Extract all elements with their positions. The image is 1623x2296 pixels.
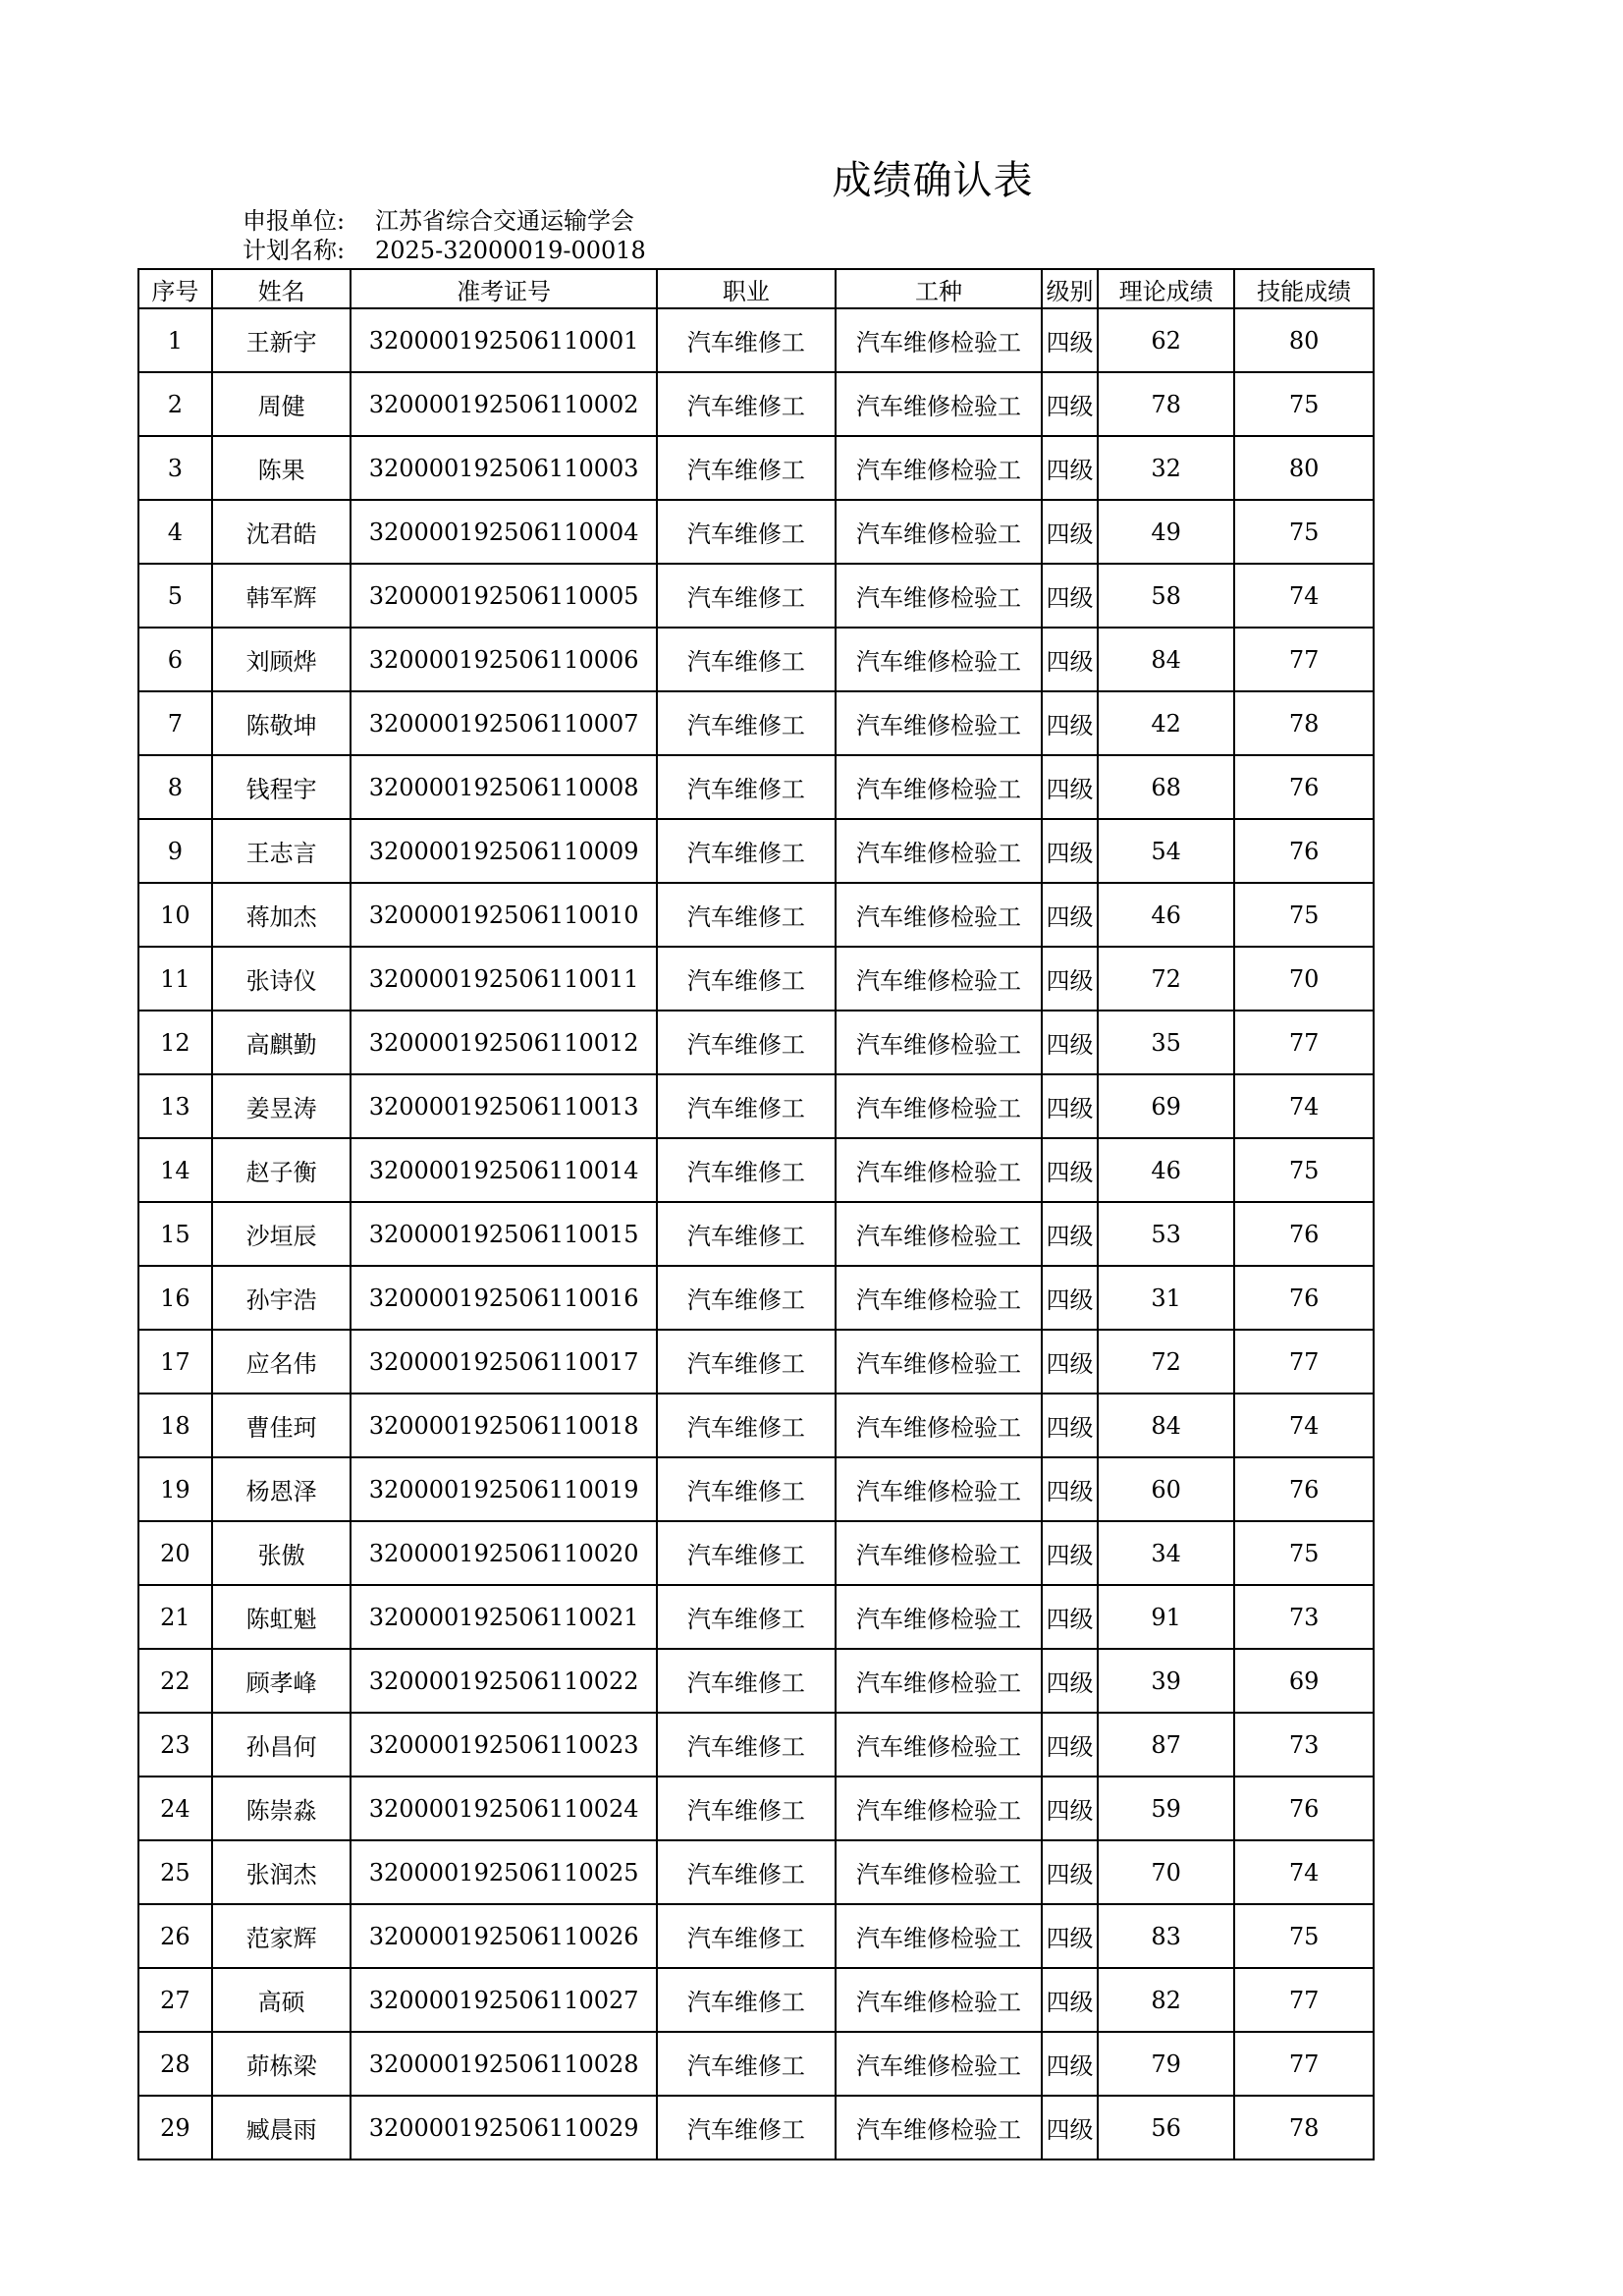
cell-theory-score: 31: [1098, 1266, 1235, 1330]
table-row: [138, 1713, 1374, 1777]
cell-ticket-number: 320000192506110015: [351, 1202, 656, 1266]
cell-level: 四级: [1042, 1266, 1098, 1330]
cell-name: 韩军辉: [212, 564, 352, 628]
cell-level: 四级: [1042, 1330, 1098, 1394]
cell-level: 四级: [1042, 1202, 1098, 1266]
cell-theory-score: 34: [1098, 1521, 1235, 1585]
cell-ticket-number: 320000192506110004: [351, 500, 656, 564]
cell-job-type: 汽车维修检验工: [836, 308, 1042, 372]
cell-job-type: 汽车维修检验工: [836, 1904, 1042, 1968]
cell-job-type: 汽车维修检验工: [836, 564, 1042, 628]
cell-theory-score: 79: [1098, 2032, 1235, 2096]
cell-theory-score: 83: [1098, 1904, 1235, 1968]
cell-level: 四级: [1042, 1138, 1098, 1202]
cell-occupation: 汽车维修工: [657, 1138, 836, 1202]
cell-theory-score: 70: [1098, 1840, 1235, 1904]
cell-level: 四级: [1042, 1904, 1098, 1968]
cell-index: 20: [138, 1521, 212, 1585]
table-row: [138, 1457, 1374, 1521]
cell-index: 27: [138, 1968, 212, 2032]
cell-job-type: 汽车维修检验工: [836, 2096, 1042, 2159]
table-row: [138, 1074, 1374, 1138]
cell-name: 顾孝峰: [212, 1649, 352, 1713]
table-row: [138, 1011, 1374, 1074]
table-row: [138, 564, 1374, 628]
cell-job-type: 汽车维修检验工: [836, 500, 1042, 564]
cell-skill-score: 76: [1234, 1266, 1374, 1330]
plan-name-line: [243, 236, 646, 265]
cell-name: 曹佳珂: [212, 1394, 352, 1457]
cell-job-type: 汽车维修检验工: [836, 1585, 1042, 1649]
cell-ticket-number: 320000192506110029: [351, 2096, 656, 2159]
cell-job-type: 汽车维修检验工: [836, 1011, 1042, 1074]
cell-job-type: 汽车维修检验工: [836, 1521, 1042, 1585]
cell-occupation: 汽车维修工: [657, 500, 836, 564]
cell-index: 5: [138, 564, 212, 628]
cell-skill-score: 80: [1234, 308, 1374, 372]
cell-occupation: 汽车维修工: [657, 1585, 836, 1649]
reporting-unit-line: [243, 206, 634, 236]
cell-skill-score: 77: [1234, 1330, 1374, 1394]
cell-name: 沈君皓: [212, 500, 352, 564]
cell-job-type: 汽车维修检验工: [836, 691, 1042, 755]
cell-theory-score: 46: [1098, 1138, 1235, 1202]
cell-occupation: 汽车维修工: [657, 1649, 836, 1713]
cell-theory-score: 72: [1098, 947, 1235, 1011]
cell-name: 蒋加杰: [212, 883, 352, 947]
cell-ticket-number: 320000192506110005: [351, 564, 656, 628]
cell-occupation: 汽车维修工: [657, 1266, 836, 1330]
cell-theory-score: 53: [1098, 1202, 1235, 1266]
cell-skill-score: 78: [1234, 691, 1374, 755]
cell-level: 四级: [1042, 755, 1098, 819]
table-row: [138, 2096, 1374, 2159]
header-theory-score: 理论成绩: [1098, 269, 1235, 308]
cell-skill-score: 73: [1234, 1713, 1374, 1777]
cell-theory-score: 56: [1098, 2096, 1235, 2159]
table-row: [138, 628, 1374, 691]
cell-index: 14: [138, 1138, 212, 1202]
cell-occupation: 汽车维修工: [657, 947, 836, 1011]
cell-theory-score: 49: [1098, 500, 1235, 564]
cell-ticket-number: 320000192506110024: [351, 1777, 656, 1840]
table-row: [138, 1777, 1374, 1840]
table-row: [138, 1649, 1374, 1713]
cell-occupation: 汽车维修工: [657, 883, 836, 947]
table-row: [138, 1840, 1374, 1904]
cell-index: 25: [138, 1840, 212, 1904]
cell-index: 2: [138, 372, 212, 436]
cell-skill-score: 76: [1234, 755, 1374, 819]
cell-name: 茆栋梁: [212, 2032, 352, 2096]
cell-theory-score: 54: [1098, 819, 1235, 883]
cell-index: 3: [138, 436, 212, 500]
cell-name: 王新宇: [212, 308, 352, 372]
cell-level: 四级: [1042, 1713, 1098, 1777]
cell-level: 四级: [1042, 1777, 1098, 1840]
cell-theory-score: 58: [1098, 564, 1235, 628]
cell-ticket-number: 320000192506110014: [351, 1138, 656, 1202]
cell-job-type: 汽车维修检验工: [836, 436, 1042, 500]
cell-skill-score: 76: [1234, 1777, 1374, 1840]
cell-job-type: 汽车维修检验工: [836, 1074, 1042, 1138]
cell-ticket-number: 320000192506110017: [351, 1330, 656, 1394]
cell-theory-score: 60: [1098, 1457, 1235, 1521]
plan-name-value: 2025-32000019-00018: [375, 237, 646, 264]
cell-theory-score: 46: [1098, 883, 1235, 947]
cell-index: 17: [138, 1330, 212, 1394]
cell-level: 四级: [1042, 819, 1098, 883]
cell-level: 四级: [1042, 1840, 1098, 1904]
table-row: [138, 308, 1374, 372]
table-row: [138, 1904, 1374, 1968]
cell-ticket-number: 320000192506110007: [351, 691, 656, 755]
table-row: [138, 1521, 1374, 1585]
cell-occupation: 汽车维修工: [657, 1968, 836, 2032]
cell-level: 四级: [1042, 1585, 1098, 1649]
cell-skill-score: 75: [1234, 372, 1374, 436]
cell-index: 1: [138, 308, 212, 372]
cell-index: 16: [138, 1266, 212, 1330]
cell-job-type: 汽车维修检验工: [836, 628, 1042, 691]
cell-level: 四级: [1042, 2032, 1098, 2096]
cell-ticket-number: 320000192506110006: [351, 628, 656, 691]
cell-theory-score: 32: [1098, 436, 1235, 500]
cell-ticket-number: 320000192506110022: [351, 1649, 656, 1713]
table-row: [138, 1330, 1374, 1394]
cell-skill-score: 75: [1234, 1904, 1374, 1968]
cell-index: 13: [138, 1074, 212, 1138]
table-row: [138, 819, 1374, 883]
cell-theory-score: 39: [1098, 1649, 1235, 1713]
cell-occupation: 汽车维修工: [657, 564, 836, 628]
cell-ticket-number: 320000192506110008: [351, 755, 656, 819]
reporting-unit-value: 江苏省综合交通运输学会: [375, 207, 634, 235]
table-row: [138, 691, 1374, 755]
cell-job-type: 汽车维修检验工: [836, 1968, 1042, 2032]
cell-name: 钱程宇: [212, 755, 352, 819]
cell-level: 四级: [1042, 1649, 1098, 1713]
cell-level: 四级: [1042, 500, 1098, 564]
cell-skill-score: 69: [1234, 1649, 1374, 1713]
cell-job-type: 汽车维修检验工: [836, 1777, 1042, 1840]
cell-skill-score: 78: [1234, 2096, 1374, 2159]
cell-name: 臧晨雨: [212, 2096, 352, 2159]
cell-job-type: 汽车维修检验工: [836, 755, 1042, 819]
cell-skill-score: 75: [1234, 1138, 1374, 1202]
cell-index: 7: [138, 691, 212, 755]
cell-level: 四级: [1042, 372, 1098, 436]
cell-job-type: 汽车维修检验工: [836, 372, 1042, 436]
cell-ticket-number: 320000192506110019: [351, 1457, 656, 1521]
cell-name: 周健: [212, 372, 352, 436]
table-row: [138, 755, 1374, 819]
cell-theory-score: 68: [1098, 755, 1235, 819]
table-row: [138, 436, 1374, 500]
cell-theory-score: 42: [1098, 691, 1235, 755]
cell-job-type: 汽车维修检验工: [836, 883, 1042, 947]
cell-name: 应名伟: [212, 1330, 352, 1394]
cell-index: 15: [138, 1202, 212, 1266]
cell-skill-score: 76: [1234, 819, 1374, 883]
cell-job-type: 汽车维修检验工: [836, 1840, 1042, 1904]
cell-job-type: 汽车维修检验工: [836, 1457, 1042, 1521]
cell-index: 10: [138, 883, 212, 947]
table-row: [138, 1138, 1374, 1202]
cell-index: 8: [138, 755, 212, 819]
header-occupation: 职业: [657, 269, 836, 308]
cell-skill-score: 76: [1234, 1202, 1374, 1266]
cell-ticket-number: 320000192506110009: [351, 819, 656, 883]
cell-theory-score: 62: [1098, 308, 1235, 372]
table-row: [138, 1585, 1374, 1649]
cell-name: 张诗仪: [212, 947, 352, 1011]
cell-job-type: 汽车维修检验工: [836, 947, 1042, 1011]
cell-occupation: 汽车维修工: [657, 628, 836, 691]
cell-skill-score: 77: [1234, 1011, 1374, 1074]
cell-skill-score: 77: [1234, 628, 1374, 691]
cell-ticket-number: 320000192506110020: [351, 1521, 656, 1585]
cell-job-type: 汽车维修检验工: [836, 2032, 1042, 2096]
cell-ticket-number: 320000192506110018: [351, 1394, 656, 1457]
cell-level: 四级: [1042, 947, 1098, 1011]
cell-level: 四级: [1042, 564, 1098, 628]
table-row: [138, 883, 1374, 947]
plan-name-label: 计划名称:: [243, 237, 346, 264]
cell-theory-score: 91: [1098, 1585, 1235, 1649]
cell-level: 四级: [1042, 436, 1098, 500]
cell-job-type: 汽车维修检验工: [836, 1138, 1042, 1202]
cell-index: 28: [138, 2032, 212, 2096]
cell-theory-score: 82: [1098, 1968, 1235, 2032]
cell-skill-score: 74: [1234, 1394, 1374, 1457]
cell-level: 四级: [1042, 1394, 1098, 1457]
cell-occupation: 汽车维修工: [657, 1074, 836, 1138]
cell-skill-score: 77: [1234, 2032, 1374, 2096]
table-row: [138, 1394, 1374, 1457]
cell-occupation: 汽车维修工: [657, 691, 836, 755]
cell-theory-score: 72: [1098, 1330, 1235, 1394]
cell-level: 四级: [1042, 1011, 1098, 1074]
table-row: [138, 1266, 1374, 1330]
cell-index: 29: [138, 2096, 212, 2159]
cell-theory-score: 35: [1098, 1011, 1235, 1074]
cell-name: 孙宇浩: [212, 1266, 352, 1330]
cell-ticket-number: 320000192506110021: [351, 1585, 656, 1649]
header-name: 姓名: [212, 269, 352, 308]
cell-skill-score: 76: [1234, 1457, 1374, 1521]
cell-level: 四级: [1042, 1074, 1098, 1138]
cell-theory-score: 78: [1098, 372, 1235, 436]
header-skill-score: 技能成绩: [1234, 269, 1374, 308]
table-row: [138, 500, 1374, 564]
cell-index: 9: [138, 819, 212, 883]
cell-ticket-number: 320000192506110028: [351, 2032, 656, 2096]
cell-name: 高麒勤: [212, 1011, 352, 1074]
cell-ticket-number: 320000192506110011: [351, 947, 656, 1011]
cell-level: 四级: [1042, 1457, 1098, 1521]
cell-occupation: 汽车维修工: [657, 1904, 836, 1968]
header-job-type: 工种: [836, 269, 1042, 308]
cell-name: 杨恩泽: [212, 1457, 352, 1521]
cell-job-type: 汽车维修检验工: [836, 1330, 1042, 1394]
table-header-row: [138, 269, 1374, 308]
cell-skill-score: 75: [1234, 500, 1374, 564]
cell-skill-score: 75: [1234, 883, 1374, 947]
cell-skill-score: 73: [1234, 1585, 1374, 1649]
page-title: 成绩确认表: [832, 158, 1034, 203]
cell-ticket-number: 320000192506110012: [351, 1011, 656, 1074]
header-ticket-number: 准考证号: [351, 269, 656, 308]
cell-skill-score: 75: [1234, 1521, 1374, 1585]
cell-theory-score: 69: [1098, 1074, 1235, 1138]
cell-occupation: 汽车维修工: [657, 2096, 836, 2159]
table-row: [138, 1202, 1374, 1266]
cell-level: 四级: [1042, 2096, 1098, 2159]
cell-name: 范家辉: [212, 1904, 352, 1968]
cell-name: 张润杰: [212, 1840, 352, 1904]
cell-level: 四级: [1042, 628, 1098, 691]
table-row: [138, 947, 1374, 1011]
cell-occupation: 汽车维修工: [657, 755, 836, 819]
reporting-unit-label: 申报单位:: [243, 207, 346, 235]
cell-name: 刘顾烨: [212, 628, 352, 691]
cell-ticket-number: 320000192506110001: [351, 308, 656, 372]
cell-name: 姜昱涛: [212, 1074, 352, 1138]
cell-index: 6: [138, 628, 212, 691]
cell-occupation: 汽车维修工: [657, 1840, 836, 1904]
cell-occupation: 汽车维修工: [657, 436, 836, 500]
table-body: [138, 308, 1374, 2159]
cell-name: 赵子衡: [212, 1138, 352, 1202]
cell-occupation: 汽车维修工: [657, 1394, 836, 1457]
cell-index: 23: [138, 1713, 212, 1777]
cell-occupation: 汽车维修工: [657, 1457, 836, 1521]
cell-level: 四级: [1042, 1968, 1098, 2032]
cell-skill-score: 77: [1234, 1968, 1374, 2032]
cell-index: 4: [138, 500, 212, 564]
cell-skill-score: 74: [1234, 564, 1374, 628]
cell-job-type: 汽车维修检验工: [836, 1394, 1042, 1457]
cell-name: 陈虹魁: [212, 1585, 352, 1649]
cell-index: 19: [138, 1457, 212, 1521]
cell-name: 王志言: [212, 819, 352, 883]
cell-level: 四级: [1042, 883, 1098, 947]
cell-occupation: 汽车维修工: [657, 372, 836, 436]
cell-index: 12: [138, 1011, 212, 1074]
cell-ticket-number: 320000192506110013: [351, 1074, 656, 1138]
cell-index: 18: [138, 1394, 212, 1457]
cell-skill-score: 80: [1234, 436, 1374, 500]
cell-occupation: 汽车维修工: [657, 819, 836, 883]
cell-name: 张傲: [212, 1521, 352, 1585]
cell-skill-score: 70: [1234, 947, 1374, 1011]
cell-level: 四级: [1042, 308, 1098, 372]
cell-occupation: 汽车维修工: [657, 1202, 836, 1266]
header-level: 级别: [1042, 269, 1098, 308]
cell-skill-score: 74: [1234, 1840, 1374, 1904]
cell-index: 26: [138, 1904, 212, 1968]
cell-ticket-number: 320000192506110025: [351, 1840, 656, 1904]
cell-occupation: 汽车维修工: [657, 1011, 836, 1074]
cell-ticket-number: 320000192506110002: [351, 372, 656, 436]
cell-job-type: 汽车维修检验工: [836, 1713, 1042, 1777]
cell-theory-score: 84: [1098, 628, 1235, 691]
cell-skill-score: 74: [1234, 1074, 1374, 1138]
cell-ticket-number: 320000192506110003: [351, 436, 656, 500]
cell-ticket-number: 320000192506110010: [351, 883, 656, 947]
cell-theory-score: 87: [1098, 1713, 1235, 1777]
cell-index: 24: [138, 1777, 212, 1840]
cell-occupation: 汽车维修工: [657, 1330, 836, 1394]
table-row: [138, 372, 1374, 436]
cell-ticket-number: 320000192506110016: [351, 1266, 656, 1330]
cell-name: 沙垣辰: [212, 1202, 352, 1266]
score-table: [137, 268, 1375, 2160]
cell-theory-score: 59: [1098, 1777, 1235, 1840]
cell-index: 21: [138, 1585, 212, 1649]
cell-job-type: 汽车维修检验工: [836, 819, 1042, 883]
cell-name: 高硕: [212, 1968, 352, 2032]
table-row: [138, 2032, 1374, 2096]
cell-index: 22: [138, 1649, 212, 1713]
cell-occupation: 汽车维修工: [657, 2032, 836, 2096]
cell-occupation: 汽车维修工: [657, 1713, 836, 1777]
cell-name: 陈崇淼: [212, 1777, 352, 1840]
cell-ticket-number: 320000192506110026: [351, 1904, 656, 1968]
header-index: 序号: [138, 269, 212, 308]
cell-level: 四级: [1042, 1521, 1098, 1585]
cell-ticket-number: 320000192506110023: [351, 1713, 656, 1777]
cell-occupation: 汽车维修工: [657, 308, 836, 372]
cell-occupation: 汽车维修工: [657, 1777, 836, 1840]
cell-job-type: 汽车维修检验工: [836, 1266, 1042, 1330]
cell-job-type: 汽车维修检验工: [836, 1202, 1042, 1266]
cell-ticket-number: 320000192506110027: [351, 1968, 656, 2032]
cell-name: 陈果: [212, 436, 352, 500]
cell-occupation: 汽车维修工: [657, 1521, 836, 1585]
cell-level: 四级: [1042, 691, 1098, 755]
cell-job-type: 汽车维修检验工: [836, 1649, 1042, 1713]
cell-index: 11: [138, 947, 212, 1011]
table-row: [138, 1968, 1374, 2032]
cell-name: 陈敬坤: [212, 691, 352, 755]
cell-theory-score: 84: [1098, 1394, 1235, 1457]
cell-name: 孙昌何: [212, 1713, 352, 1777]
